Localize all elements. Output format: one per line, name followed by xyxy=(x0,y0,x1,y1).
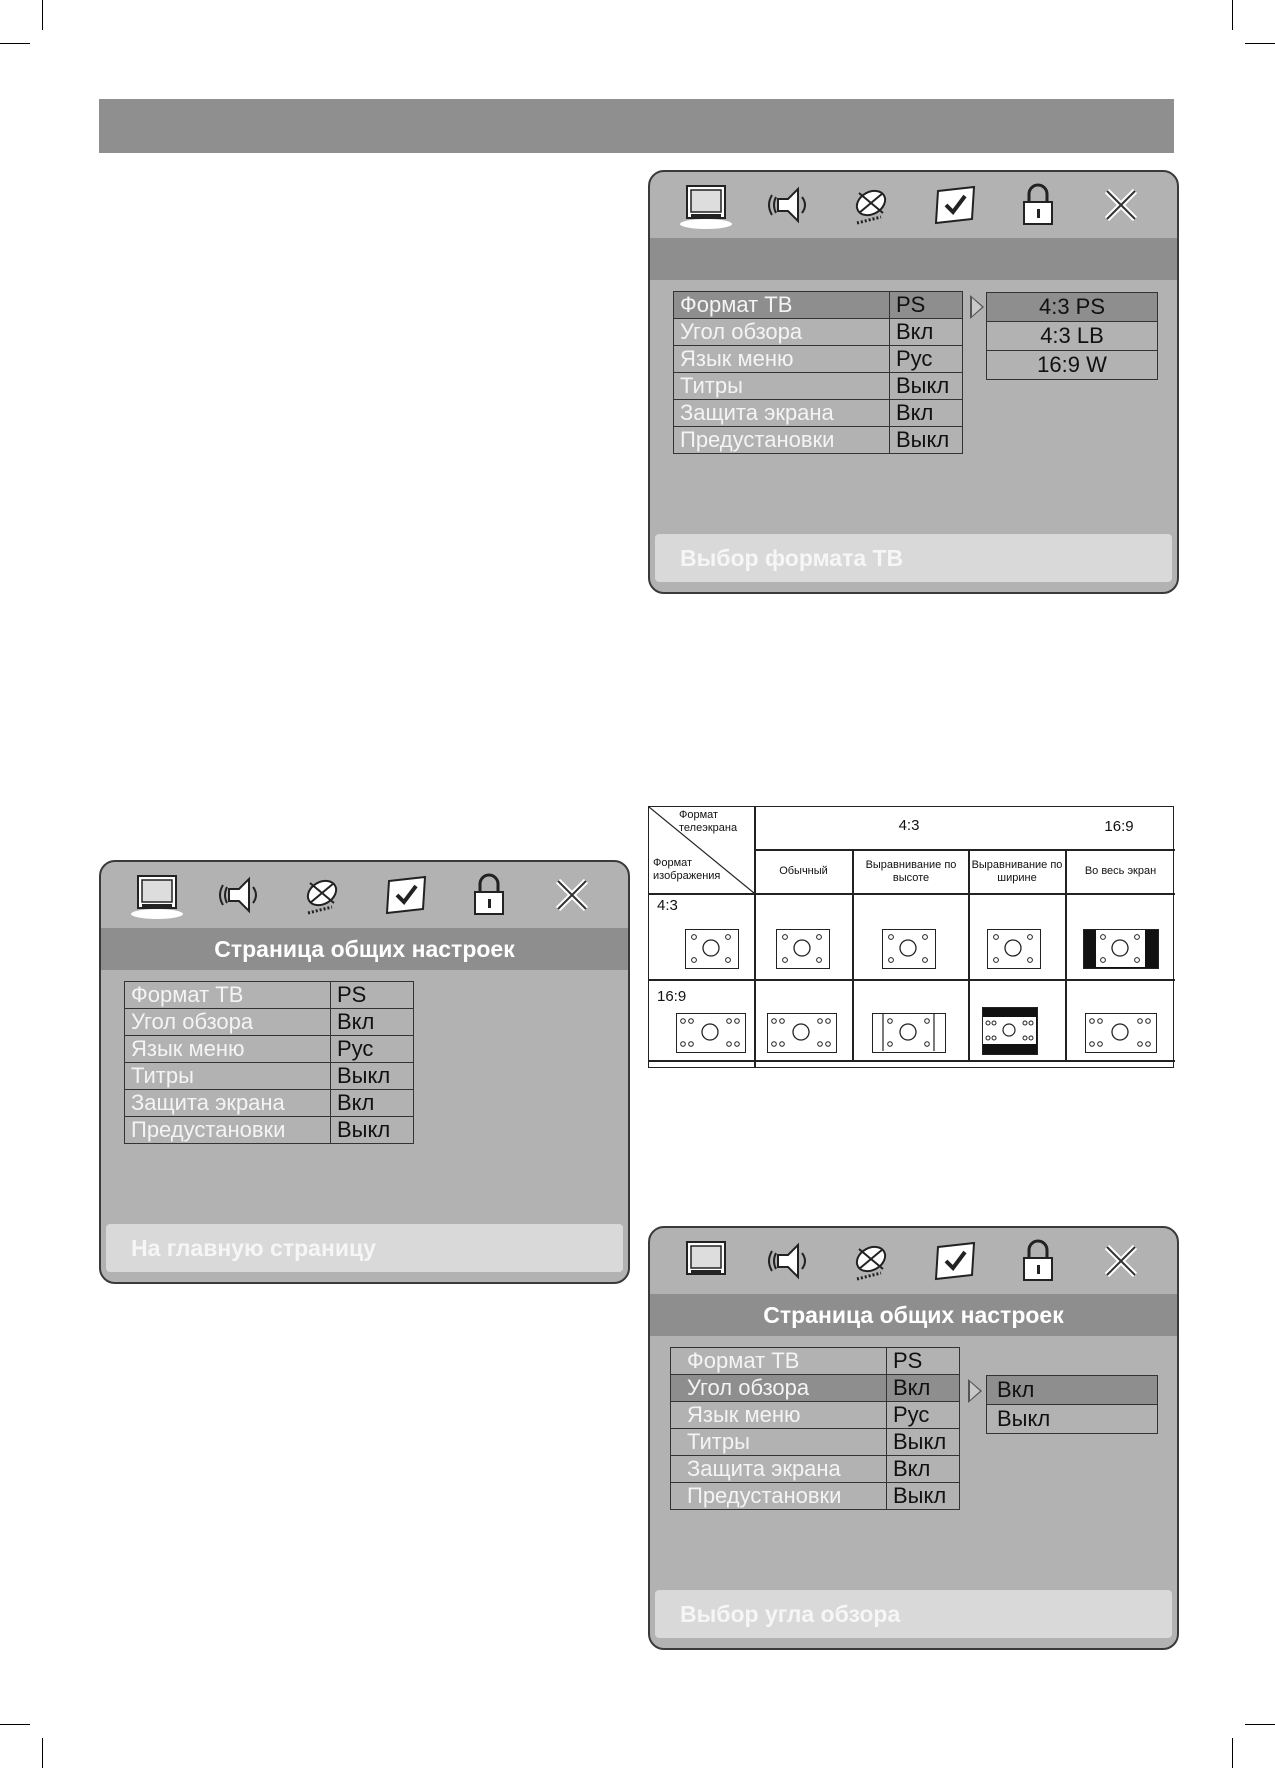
submenu-option[interactable] xyxy=(987,322,1158,351)
screen-illustration xyxy=(685,929,739,969)
menu-value: Выкл xyxy=(890,373,963,400)
checkbox-icon[interactable] xyxy=(928,178,982,232)
menu-row-presets[interactable] xyxy=(125,1117,414,1144)
screen-illustration xyxy=(776,929,830,969)
menu-row-view-angle[interactable] xyxy=(671,1375,960,1402)
menu-row-presets[interactable] xyxy=(671,1483,960,1510)
checkbox-icon[interactable] xyxy=(928,1234,982,1288)
submenu-option[interactable] xyxy=(987,1405,1158,1434)
close-icon[interactable] xyxy=(1094,178,1148,232)
submenu-tv-format xyxy=(986,292,1158,380)
padlock-icon[interactable] xyxy=(1011,178,1065,232)
menu-row-subtitles[interactable] xyxy=(125,1063,414,1090)
menu-value: Вкл xyxy=(887,1375,960,1402)
tv-icon[interactable] xyxy=(679,178,733,232)
menu-row-menu-language[interactable] xyxy=(674,346,963,373)
menu-label: Титры xyxy=(125,1063,331,1090)
menu-value: Выкл xyxy=(331,1063,414,1090)
submenu-arrow-icon xyxy=(970,295,984,319)
osd-header: Страница общих настроек xyxy=(101,928,628,970)
menu-label: Предустановки xyxy=(671,1483,887,1510)
row-label: 16:9 xyxy=(657,988,687,1005)
submenu-option-label: 4:3 LB xyxy=(987,322,1158,351)
menu-value: Выкл xyxy=(890,427,963,454)
menu-label: Формат ТВ xyxy=(674,292,890,319)
menu-label: Защита экрана xyxy=(671,1456,887,1483)
menu-label: Угол обзора xyxy=(125,1009,331,1036)
column-header: Выравнивание по ширине xyxy=(971,859,1063,884)
settings-menu xyxy=(673,291,963,454)
screen-illustration xyxy=(1085,1013,1157,1053)
osd-screen-general xyxy=(99,860,630,1284)
column-header: Во весь экран xyxy=(1084,865,1157,877)
checkbox-icon[interactable] xyxy=(379,868,433,922)
menu-label: Угол обзора xyxy=(674,319,890,346)
submenu-view-angle xyxy=(986,1375,1158,1434)
menu-value: PS xyxy=(890,292,963,319)
screen-illustration xyxy=(676,1013,746,1053)
column-header: Обычный xyxy=(779,865,828,877)
menu-row-subtitles[interactable] xyxy=(671,1429,960,1456)
menu-row-screen-saver[interactable] xyxy=(671,1456,960,1483)
menu-label: Предустановки xyxy=(674,427,890,454)
menu-label: Язык меню xyxy=(125,1036,331,1063)
screen-illustration xyxy=(987,929,1041,969)
tv-icon[interactable] xyxy=(130,868,184,922)
menu-row-presets[interactable] xyxy=(674,427,963,454)
header-screen-169: 16:9 xyxy=(1104,818,1134,835)
submenu-arrow-icon xyxy=(968,1379,982,1403)
column-header: Выравнивание по высоте xyxy=(865,859,957,884)
menu-value: Вкл xyxy=(331,1090,414,1117)
menu-label: Защита экрана xyxy=(674,400,890,427)
corner-label-image: Формат изображения xyxy=(653,857,721,882)
menu-value: PS xyxy=(887,1348,960,1375)
submenu-option[interactable] xyxy=(987,1376,1158,1405)
header-screen-43: 4:3 xyxy=(898,817,920,834)
menu-label: Язык меню xyxy=(674,346,890,373)
osd-footer-hint: Выбор угла обзора xyxy=(655,1590,1172,1638)
settings-menu xyxy=(670,1347,960,1510)
menu-row-tv-format[interactable] xyxy=(125,982,414,1009)
osd-footer-hint: На главную страницу xyxy=(106,1224,623,1272)
osd-header: Страница общих настроек xyxy=(650,1294,1177,1336)
menu-value: Рус xyxy=(887,1402,960,1429)
icon-bar xyxy=(650,1228,1177,1294)
menu-row-screen-saver[interactable] xyxy=(674,400,963,427)
speaker-icon[interactable] xyxy=(762,178,816,232)
menu-row-view-angle[interactable] xyxy=(125,1009,414,1036)
menu-value: Вкл xyxy=(887,1456,960,1483)
screen-illustration xyxy=(1083,929,1159,969)
menu-value: PS xyxy=(331,982,414,1009)
osd-screen-view-angle xyxy=(648,1226,1179,1650)
screen-illustration xyxy=(872,1013,946,1053)
menu-label: Защита экрана xyxy=(125,1090,331,1117)
padlock-icon[interactable] xyxy=(462,868,516,922)
menu-label: Формат ТВ xyxy=(125,982,331,1009)
menu-label: Титры xyxy=(671,1429,887,1456)
icon-bar xyxy=(101,862,628,928)
menu-row-tv-format[interactable] xyxy=(674,292,963,319)
submenu-option-label: 4:3 PS xyxy=(987,293,1158,322)
menu-label: Формат ТВ xyxy=(671,1348,887,1375)
corner-label-screen: Формат телеэкрана xyxy=(679,809,738,834)
settings-menu xyxy=(124,981,414,1144)
menu-value: Выкл xyxy=(331,1117,414,1144)
osd-screen-tv-format xyxy=(648,170,1179,594)
row-label: 4:3 xyxy=(657,897,678,914)
menu-value: Выкл xyxy=(887,1429,960,1456)
tv-icon[interactable] xyxy=(679,1234,733,1288)
menu-row-view-angle[interactable] xyxy=(674,319,963,346)
menu-label: Предустановки xyxy=(125,1117,331,1144)
close-icon[interactable] xyxy=(1094,1234,1148,1288)
menu-value: Вкл xyxy=(890,400,963,427)
osd-header xyxy=(650,238,1177,280)
menu-label: Угол обзора xyxy=(671,1375,887,1402)
speaker-icon[interactable] xyxy=(762,1234,816,1288)
submenu-option-label: 16:9 W xyxy=(987,351,1158,380)
satellite-dish-icon[interactable] xyxy=(845,1234,899,1288)
menu-value: Рус xyxy=(890,346,963,373)
screen-illustration xyxy=(882,929,936,969)
padlock-icon[interactable] xyxy=(1011,1234,1065,1288)
screen-illustration xyxy=(982,1007,1038,1055)
menu-row-tv-format[interactable] xyxy=(671,1348,960,1375)
speaker-icon[interactable] xyxy=(213,868,267,922)
submenu-option-label: Вкл xyxy=(987,1376,1158,1405)
aspect-ratio-table xyxy=(648,806,1174,1068)
menu-value: Рус xyxy=(331,1036,414,1063)
menu-value: Вкл xyxy=(890,319,963,346)
close-icon[interactable] xyxy=(545,868,599,922)
screen-illustration xyxy=(767,1013,837,1053)
osd-footer-hint: Выбор формата ТВ xyxy=(655,534,1172,582)
page-header-bar xyxy=(99,99,1174,153)
satellite-dish-icon[interactable] xyxy=(845,178,899,232)
submenu-option[interactable] xyxy=(987,293,1158,322)
menu-label: Язык меню xyxy=(671,1402,887,1429)
submenu-option[interactable] xyxy=(987,351,1158,380)
satellite-dish-icon[interactable] xyxy=(296,868,350,922)
menu-row-menu-language[interactable] xyxy=(125,1036,414,1063)
menu-row-screen-saver[interactable] xyxy=(125,1090,414,1117)
icon-bar xyxy=(650,172,1177,238)
menu-row-subtitles[interactable] xyxy=(674,373,963,400)
menu-value: Вкл xyxy=(331,1009,414,1036)
submenu-option-label: Выкл xyxy=(987,1405,1158,1434)
menu-value: Выкл xyxy=(887,1483,960,1510)
menu-label: Титры xyxy=(674,373,890,400)
menu-row-menu-language[interactable] xyxy=(671,1402,960,1429)
